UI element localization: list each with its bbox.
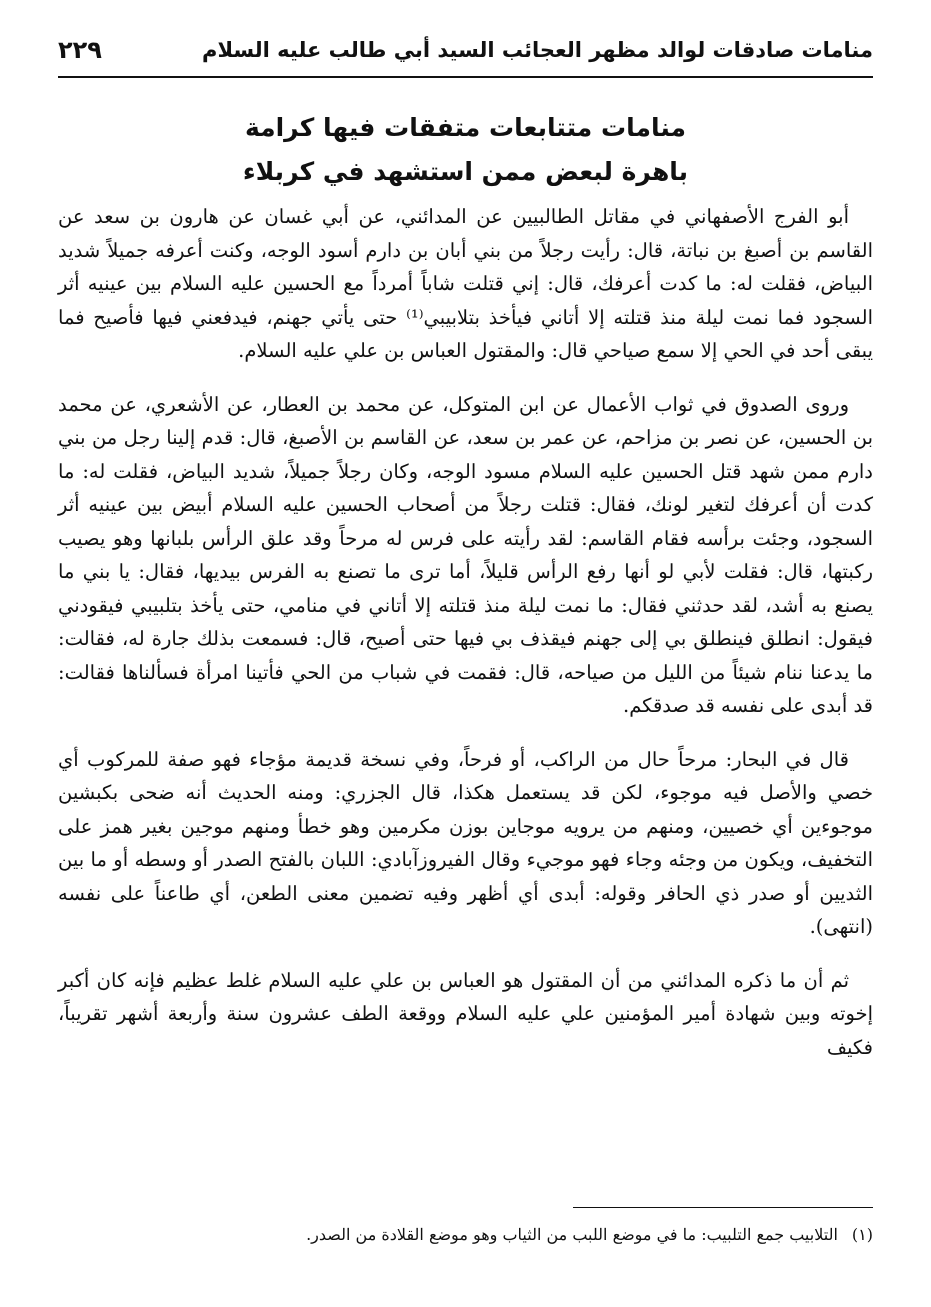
paragraph: قال في البحار: مرحاً حال من الراكب، أو فرحاً، وفي نسخة قديمة مؤجاء فهو صفة للمركوب أي خصي والأصل فيه موجوء، لكن قد يستعمل هكذا، قال الجزري: ومنه الحديث أنه ضحى بكبشين موجوءين أي خصيين، ومنهم من يرويه موجاين بوزن مكرمين وهو خطأ ومنهم موجين بغير همز على التخفيف، ويكون من وجئه وجاء فهو موجيء وقال الفيروزآبادي: اللبان بالفتح الصدر أو وسطه أو ما بين الثديين أو صدر ذي الحافر وقوله: أبدى أي أظهر وفيه تضمين معنى الطعن، أي طاعناً على نفسه (انتهى). [58,747,873,938]
paragraph: وروى الصدوق في ثواب الأعمال عن ابن المتوكل، عن محمد بن العطار، عن الأشعري، عن محمد بن الحسين، عن نصر بن مزاحم، عن عمر بن سعد، عن القاسم بن الأصبغ، قال: قدم إلينا رجل من بني دارم ممن شهد قتل الحسين عليه السلام مسود الوجه، وكان رجلاً جميلاً، شديد البياض، فقلت له: ما كدت أن أعرفك لتغير لونك، فقال: قتلت رجلاً من أصحاب الحسين عليه السلام أبيض بين عينيه أثر السجود، وجئت برأسه فقام القاسم: لقد رأيته على فرس له مرحاً وقد علق الرأس بلبانها وهو يصيب ركبتها، قال: فقلت لأبي لو أنها رفع الرأس قليلاً، أما ترى ما تصنع به الفرس بيديها، فقال: يا بني ما يصنع به أشد، لقد حدثني فقال: ما نمت ليلة منذ قتلته إلا أتاني في منامي، حتى يأخذ بتلبيبي فيقودني فيقول: انطلق فينطلق بي إلى جهنم فيقذف بي فيها حتى أصيح، قال: فسمعت بذلك جارة له، فقالت: ما يدعنا ننام شيئاً من الليل من صياحه، قال: فقمت في شباب من الحي فأتينا امرأة فسألناها فقالت: قد أبدى على نفسه قد صدقكم. [58,392,873,717]
heading-line-2: باهرة لبعض ممن استشهد في كربلاء [242,157,689,186]
section-heading [58,106,873,194]
footnote-divider [573,1207,873,1208]
header-divider [58,76,873,78]
paragraph: ثم أن ما ذكره المدائني من أن المقتول هو العباس بن علي عليه السلام غلط عظيم فإنه كان أكبر إخوته وبين شهادة أمير المؤمنين علي عليه السلام ووقعة الطف عشرون سنة وأربعة أشهر تقريباً، فكيف [58,968,873,1059]
heading-line-1: منامات متتابعات متفقات فيها كرامة [244,113,687,142]
body-text [58,200,873,1084]
footnote-marker: (١) [851,1225,873,1244]
paragraph: أبو الفرج الأصفهاني في مقاتل الطالبيين عن المدائني، عن أبي غسان عن هارون بن سعد عن القاسم بن أصبغ بن نباتة، قال: رأيت رجلاً من بني أبان بن دارم أسود الوجه، وكنت أعرفه جميلاً شديد البياض، فقلت له: ما كدت أعرفك، قال: إني قتلت شاباً أمرداً مع الحسين عليه السلام بين عينيه أثر السجود فما نمت ليلة منذ قتلته إلا أتاني فيأخذ بتلابيبي⁽¹⁾ حتى يأتي جهنم، فيدفعني فيها فأصيح فما يبقى أحد في الحي إلا سمع صياحي قال: والمقتول العباس بن علي عليه السلام. [58,205,874,362]
footnote-text: التلابيب جمع التلبيب: ما في موضع اللبب من الثياب وهو موضع القلادة من الصدر. [306,1225,838,1244]
running-head [58,30,873,70]
page-number: ٢٢٩ [58,36,102,64]
running-head-title: منامات صادقات لوالد مظهر العجائب السيد أبي طالب عليه السلام [202,38,873,62]
footnote [58,1222,873,1248]
